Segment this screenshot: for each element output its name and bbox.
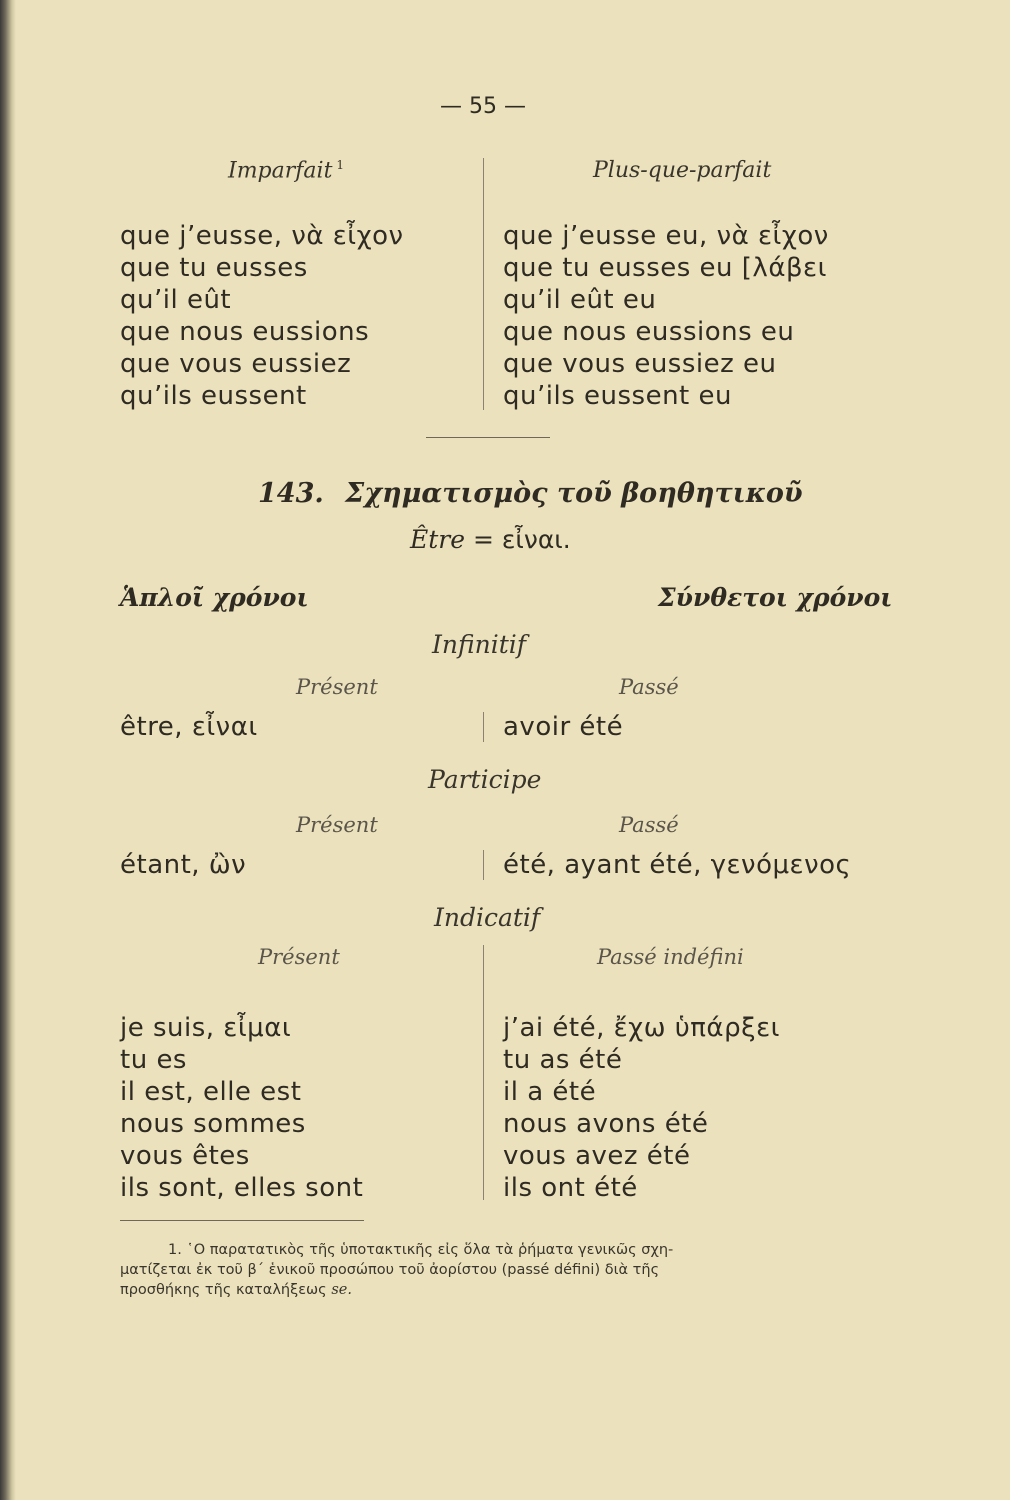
- plus-que-parfait-line: que nous eussions eu: [503, 317, 795, 347]
- indicatif-present-line: il est, elle est: [120, 1077, 302, 1107]
- infinitif-present-value: être, εἶναι: [120, 712, 258, 742]
- imparfait-line: que tu eusses: [120, 253, 308, 283]
- imparfait-line: que nous eussions: [120, 317, 370, 347]
- participe-passe-value: été, ayant été, γενόμενος: [503, 850, 852, 880]
- indicatif-present-line: je suis, εἶμαι: [120, 1013, 292, 1043]
- infinitif-divider: [483, 712, 484, 742]
- participe-present-label: Présent: [296, 813, 378, 837]
- plus-que-parfait-line: que j’eusse eu, νὰ εἶχον: [503, 221, 829, 251]
- indicatif-present-line: vous êtes: [120, 1141, 250, 1171]
- imparfait-title: Imparfait: [228, 158, 333, 184]
- footnote-line: 1. ῾Ο παρατατικὸς τῆς ὑποτακτικῆς εἰς ὅλα τὰ ῥήματα γενικῶς σχη-: [168, 1242, 674, 1258]
- indicatif-passe-line: tu as été: [503, 1045, 623, 1075]
- subtitle-verb: Être: [410, 525, 466, 554]
- indicatif-present-line: nous sommes: [120, 1109, 306, 1139]
- subtitle-translation: = εἶναι.: [473, 525, 571, 554]
- infinitif-heading: Infinitif: [432, 630, 527, 659]
- infinitif-passe-label: Passé: [619, 675, 679, 699]
- plus-que-parfait-conjugation: [503, 220, 829, 412]
- footnote-suffix: se.: [331, 1282, 352, 1298]
- indicatif-heading: Indicatif: [434, 903, 541, 932]
- footnote-marker: 1: [336, 158, 345, 172]
- plus-que-parfait-title: Plus-que-parfait: [593, 158, 772, 183]
- indicatif-passe-line: ils ont été: [503, 1173, 638, 1203]
- indicatif-passe-line: j’ai été, ἔχω ὑπάρξει: [503, 1013, 780, 1043]
- plus-que-parfait-line: qu’ils eussent eu: [503, 381, 732, 411]
- compound-tenses-header: Σύνθετοι χρόνοι: [658, 583, 893, 612]
- section-title: Σχηματισμὸς τοῦ βοηθητικοῦ: [345, 478, 803, 509]
- plus-que-parfait-line: qu’il eût eu: [503, 285, 657, 315]
- indicatif-present-label: Présent: [258, 945, 340, 969]
- indicatif-passe-line: vous avez été: [503, 1141, 691, 1171]
- footnote-line-3: [120, 1280, 673, 1300]
- infinitif-passe-value: avoir été: [503, 712, 624, 742]
- infinitif-present-label: Présent: [296, 675, 378, 699]
- section-subtitle: [410, 525, 571, 554]
- plus-que-parfait-line: que vous eussiez eu: [503, 349, 777, 379]
- participe-heading: Participe: [428, 765, 542, 794]
- imparfait-line: que j’eusse, νὰ εἶχον: [120, 221, 404, 251]
- page-number: — 55 —: [440, 94, 526, 119]
- footnote-line-text: προσθήκης τῆς καταλήξεως: [120, 1282, 327, 1298]
- indicatif-passe-line: nous avons été: [503, 1109, 709, 1139]
- participe-passe-label: Passé: [619, 813, 679, 837]
- section-heading: [258, 478, 803, 509]
- footnote-rule: [120, 1220, 364, 1221]
- indicatif-passe-indefini-label: Passé indéfini: [597, 945, 744, 969]
- footnote-line: ματίζεται ἐκ τοῦ β΄ ἑνικοῦ προσώπου τοῦ ἀορίστου (passé défini) διὰ τῆς: [120, 1262, 660, 1278]
- participe-divider: [483, 850, 484, 880]
- imparfait-line: qu’ils eussent: [120, 381, 307, 411]
- imparfait-conjugation: [120, 220, 404, 412]
- footnote: [120, 1240, 673, 1300]
- indicatif-present-line: tu es: [120, 1045, 187, 1075]
- indicatif-divider: [483, 945, 484, 1200]
- column-divider: [483, 158, 484, 410]
- imparfait-line: qu’il eût: [120, 285, 232, 315]
- section-number: 143.: [258, 478, 324, 509]
- section-separator: [426, 437, 550, 438]
- imparfait-line: que vous eussiez: [120, 349, 352, 379]
- plus-que-parfait-line: que tu eusses eu [λάβει: [503, 253, 827, 283]
- simple-tenses-header: Ἁπλοῖ χρόνοι: [120, 583, 309, 612]
- participe-present-value: étant, ὢν: [120, 850, 247, 880]
- indicatif-passe-line: il a été: [503, 1077, 597, 1107]
- indicatif-passe-conjugation: [503, 1012, 780, 1204]
- indicatif-present-conjugation: [120, 1012, 363, 1204]
- indicatif-present-line: ils sont, elles sont: [120, 1173, 364, 1203]
- imparfait-heading: [228, 158, 344, 183]
- page-binding-edge: [0, 0, 16, 1500]
